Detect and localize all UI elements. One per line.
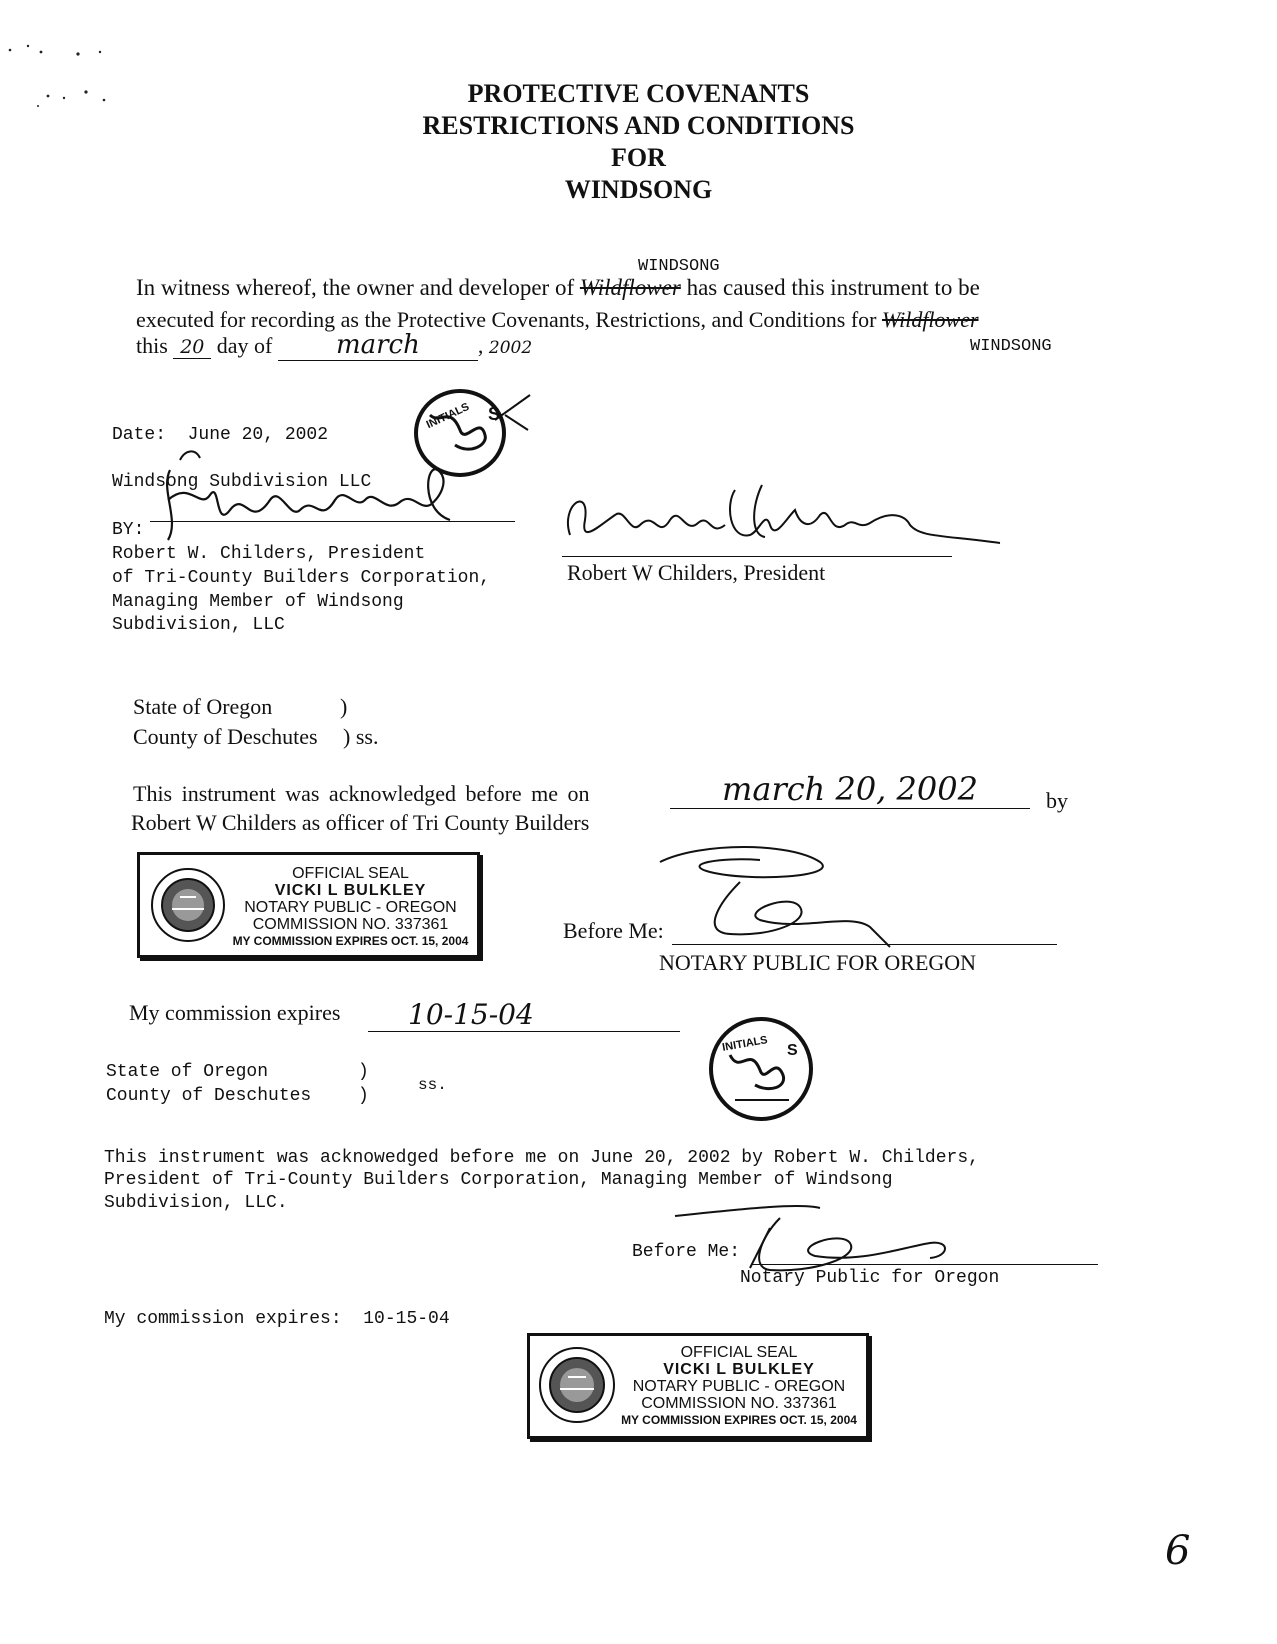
before-me-label-2: Before Me: [632, 1242, 741, 1262]
commission-line-2: My commission expires: 10-15-04 [104, 1309, 450, 1329]
before-me-line-1 [672, 944, 1057, 945]
year-value: 2002 [488, 338, 533, 358]
seal-1-line-5: MY COMMISSION EXPIRES OCT. 15, 2004 [232, 934, 469, 948]
before-me-label-1: Before Me: [563, 918, 664, 943]
initials-stamp-upper [410, 385, 540, 485]
notary-public-caption-1: NOTARY PUBLIC FOR OREGON [659, 950, 977, 975]
document-title-line-4: WINDSONG [564, 175, 713, 204]
ack-2-line-2: President of Tri-County Builders Corporation, Managing Member of Windsong [104, 1170, 893, 1190]
witness-line-1-start: In witness whereof, the owner and developer of [136, 275, 575, 300]
seal-2-line-2: VICKI L BULKLEY [663, 1361, 815, 1378]
signer-line-1: Robert W. Childers, President [112, 544, 426, 564]
svg-text:S: S [488, 404, 501, 424]
seal-2-line-5: MY COMMISSION EXPIRES OCT. 15, 2004 [621, 1413, 857, 1427]
paren-2b: ) [358, 1086, 369, 1106]
initials-stamp-lower-label: INITIALS [721, 1034, 769, 1054]
ack-by-1: by [1046, 788, 1068, 813]
state-of-oregon-1: State of Oregon [133, 694, 273, 719]
state-of-oregon-2: State of Oregon [106, 1062, 269, 1082]
witness-line-1-end: has caused this instrument to be [686, 275, 980, 300]
seal-1-line-1: OFFICIAL SEAL [292, 865, 409, 882]
struck-wildflower-2: Wildflower [881, 307, 979, 332]
ss-2: ss. [418, 1076, 447, 1094]
seal-1-line-4: COMMISSION NO. 337361 [252, 916, 449, 933]
initials-stamp-lower [705, 1015, 825, 1125]
seal-1-text [228, 865, 473, 950]
month-value: march [278, 330, 478, 361]
by-label: BY: [112, 520, 145, 540]
ack-text-1b: Robert W Childers as officer of Tri County Builders [131, 810, 590, 835]
official-seal-2 [527, 1333, 869, 1439]
commission-label-1: My commission expires [129, 1000, 341, 1025]
seal-1-line-3: NOTARY PUBLIC - OREGON [244, 899, 457, 916]
document-title-line-2: RESTRICTIONS AND CONDITIONS [422, 111, 855, 140]
notary-signature-1 [640, 842, 900, 957]
signer-line-3: Managing Member of Windsong [112, 592, 404, 612]
page-number: 6 [1165, 1528, 1191, 1574]
paren-2a: ) [358, 1062, 369, 1082]
oregon-state-seal-icon-2 [538, 1346, 616, 1424]
county-of-deschutes-2: County of Deschutes [106, 1086, 312, 1106]
seal-2-text [616, 1344, 862, 1429]
seal-1-line-2: VICKI L BULKLEY [274, 882, 427, 899]
commission-value-1: 10-15-04 [368, 998, 680, 1032]
seal-2-line-4: COMMISSION NO. 337361 [641, 1395, 837, 1412]
date-line: Date: June 20, 2002 [112, 425, 329, 445]
document-title-line-1: PROTECTIVE COVENANTS [467, 79, 810, 108]
county-of-deschutes-1: County of Deschutes [133, 724, 318, 749]
right-signer-caption: Robert W Childers, President [567, 560, 826, 585]
signer-line-2: of Tri-County Builders Corporation, [112, 568, 491, 588]
ss-1: ) ss. [343, 724, 379, 749]
signer-line-4: Subdivision, LLC [112, 615, 285, 635]
windsong-insertion-above: WINDSONG [638, 257, 720, 276]
witness-line-1 [136, 275, 980, 301]
ack-2-line-3: Subdivision, LLC. [104, 1193, 288, 1213]
struck-wildflower-1: Wildflower [579, 275, 681, 300]
document-title-line-3: FOR [611, 143, 666, 172]
before-me-line-2 [752, 1264, 1098, 1265]
ack-text-1: This instrument was acknowledged before me on [133, 781, 590, 806]
this-label: this [136, 333, 168, 358]
ack-2-line-1: This instrument was acknowedged before me on June 20, 2002 by Robert W. Childers, [104, 1148, 979, 1168]
day-of-label: day of [216, 333, 273, 358]
svg-text:S: S [787, 1042, 798, 1059]
windsong-insertion-below: WINDSONG [970, 337, 1052, 356]
witness-line-2-text: executed for recording as the Protective Covenants, Restrictions, and Conditions for [136, 307, 877, 332]
initials-stamp-label: INITIALS [424, 400, 472, 432]
day-value: 20 [173, 336, 211, 359]
official-seal-1 [137, 852, 480, 958]
seal-2-line-3: NOTARY PUBLIC - OREGON [632, 1378, 846, 1395]
right-signature-line [562, 556, 952, 557]
paren-1: ) [340, 694, 348, 719]
seal-2-line-1: OFFICIAL SEAL [680, 1344, 798, 1361]
ack-date-handwritten: march 20, 2002 [670, 770, 1030, 809]
notary-public-caption-2: Notary Public for Oregon [740, 1268, 1000, 1288]
oregon-state-seal-icon [150, 867, 226, 943]
childers-signature-right [560, 465, 1010, 565]
company-line: Windsong Subdivision LLC [112, 472, 372, 492]
witness-line-3: this 20 day of march , 2002 [136, 330, 533, 360]
